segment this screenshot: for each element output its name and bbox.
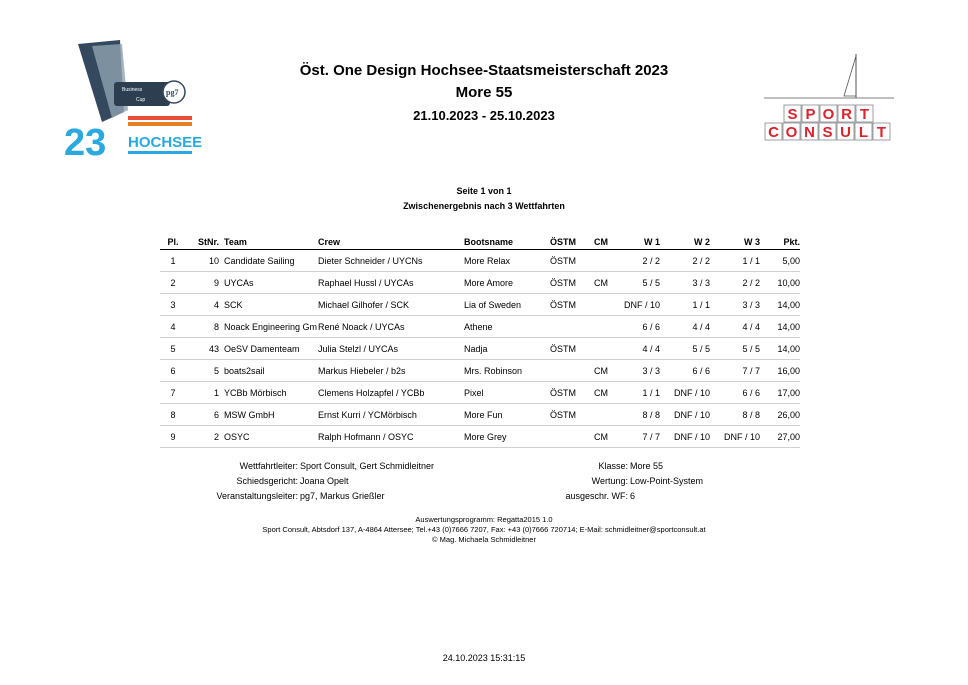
badge-text: Cup bbox=[136, 97, 146, 103]
cell-w1: 5 / 5 bbox=[620, 272, 660, 294]
cell-pkt: 10,00 bbox=[760, 272, 800, 294]
cell-w1: DNF / 10 bbox=[620, 294, 660, 316]
label-veranstaltungsleiter: Veranstaltungsleiter: bbox=[216, 491, 298, 501]
cell-pl: 7 bbox=[160, 382, 186, 404]
footer-contact: Sport Consult, Abtsdorf 137, A-4864 Attersee; Tel.+43 (0)7666 7207, Fax: +43 (0)7666 720714; E-Mail: schmidleitner@sportconsult.at bbox=[262, 525, 706, 534]
col-header-w3: W 3 bbox=[710, 235, 760, 250]
cell-team: Noack Engineering Gm bbox=[219, 316, 318, 338]
cell-pl: 4 bbox=[160, 316, 186, 338]
cell-w3: 8 / 8 bbox=[710, 404, 760, 426]
col-header-team: Team bbox=[219, 235, 318, 250]
cell-bootsname: More Grey bbox=[464, 426, 550, 448]
cell-ostm: ÖSTM bbox=[550, 382, 594, 404]
table-row bbox=[160, 360, 800, 382]
cell-stnr: 9 bbox=[186, 272, 219, 294]
badge-text: Business bbox=[122, 87, 143, 93]
cell-cm bbox=[594, 404, 620, 426]
cell-w3: 7 / 7 bbox=[710, 360, 760, 382]
cell-ostm: ÖSTM bbox=[550, 250, 594, 272]
logo-letter: U bbox=[840, 124, 851, 141]
cell-w1: 4 / 4 bbox=[620, 338, 660, 360]
cell-team: SCK bbox=[219, 294, 318, 316]
col-header-pl: Pl. bbox=[160, 235, 186, 250]
logo-letter: S bbox=[822, 124, 833, 141]
col-header-stnr: StNr. bbox=[186, 235, 219, 250]
print-timestamp: 24.10.2023 15:31:15 bbox=[442, 653, 526, 663]
cell-ostm bbox=[550, 316, 594, 338]
col-header-ostm: ÖSTM bbox=[550, 235, 594, 250]
cell-cm bbox=[594, 250, 620, 272]
cell-cm bbox=[594, 316, 620, 338]
footer-copyright: © Mag. Michaela Schmidleitner bbox=[432, 535, 536, 544]
cell-w3: 2 / 2 bbox=[710, 272, 760, 294]
cell-pl: 3 bbox=[160, 294, 186, 316]
value-ausgeschr-wf: 6 bbox=[630, 491, 636, 501]
cell-team: MSW GmbH bbox=[219, 404, 318, 426]
logo-letter: O bbox=[785, 124, 798, 141]
footer-program: Auswertungsprogramm: Regatta2015 1.0 bbox=[415, 515, 553, 524]
cell-w2: DNF / 10 bbox=[660, 404, 710, 426]
cell-ostm bbox=[550, 426, 594, 448]
cell-team: OSYC bbox=[219, 426, 318, 448]
table-row bbox=[160, 426, 800, 448]
cell-crew: Dieter Schneider / UYCNs bbox=[318, 250, 464, 272]
subtitle: Zwischenergebnis nach 3 Wettfahrten bbox=[403, 201, 565, 211]
cell-pkt: 27,00 bbox=[760, 426, 800, 448]
cell-team: YCBb Mörbisch bbox=[219, 382, 318, 404]
cell-w3: 6 / 6 bbox=[710, 382, 760, 404]
sport-consult-logo bbox=[760, 52, 898, 144]
cell-bootsname: More Fun bbox=[464, 404, 550, 426]
logo-stripe bbox=[128, 151, 192, 154]
cell-w3: DNF / 10 bbox=[710, 426, 760, 448]
cell-cm: CM bbox=[594, 426, 620, 448]
cell-pl: 9 bbox=[160, 426, 186, 448]
cell-cm: CM bbox=[594, 272, 620, 294]
cell-crew: Ralph Hofmann / OSYC bbox=[318, 426, 464, 448]
cell-pkt: 16,00 bbox=[760, 360, 800, 382]
cell-crew: René Noack / UYCAs bbox=[318, 316, 464, 338]
cell-team: UYCAs bbox=[219, 272, 318, 294]
table-row bbox=[160, 272, 800, 294]
cell-stnr: 43 bbox=[186, 338, 219, 360]
cell-w3: 4 / 4 bbox=[710, 316, 760, 338]
col-header-bootsname: Bootsname bbox=[464, 235, 550, 250]
cell-crew: Ernst Kurri / YCMörbisch bbox=[318, 404, 464, 426]
cell-pl: 8 bbox=[160, 404, 186, 426]
cell-ostm: ÖSTM bbox=[550, 294, 594, 316]
table-row bbox=[160, 338, 800, 360]
col-header-pkt: Pkt. bbox=[760, 235, 800, 250]
cell-pkt: 14,00 bbox=[760, 316, 800, 338]
cell-stnr: 2 bbox=[186, 426, 219, 448]
cell-w1: 8 / 8 bbox=[620, 404, 660, 426]
cell-w2: 5 / 5 bbox=[660, 338, 710, 360]
logo-letter: T bbox=[876, 124, 887, 141]
cell-pkt: 26,00 bbox=[760, 404, 800, 426]
cell-crew: Clemens Holzapfel / YCBb bbox=[318, 382, 464, 404]
logo-letter: O bbox=[822, 106, 835, 123]
cell-w2: DNF / 10 bbox=[660, 426, 710, 448]
page-title: Öst. One Design Hochsee-Staatsmeisterschaft 2023 bbox=[299, 62, 669, 79]
cell-team: boats2sail bbox=[219, 360, 318, 382]
cell-stnr: 1 bbox=[186, 382, 219, 404]
cell-team: Candidate Sailing bbox=[219, 250, 318, 272]
cell-pl: 5 bbox=[160, 338, 186, 360]
event-dates: 21.10.2023 - 25.10.2023 bbox=[413, 108, 555, 123]
cell-w1: 3 / 3 bbox=[620, 360, 660, 382]
cell-stnr: 5 bbox=[186, 360, 219, 382]
logo-word-sport bbox=[784, 105, 873, 123]
cell-w3: 5 / 5 bbox=[710, 338, 760, 360]
cell-cm: CM bbox=[594, 382, 620, 404]
cell-pkt: 14,00 bbox=[760, 338, 800, 360]
cell-pkt: 14,00 bbox=[760, 294, 800, 316]
cell-team: OeSV Damenteam bbox=[219, 338, 318, 360]
cell-pl: 6 bbox=[160, 360, 186, 382]
table-row bbox=[160, 382, 800, 404]
header-row bbox=[160, 235, 800, 250]
logo-letter: T bbox=[859, 106, 870, 123]
value-wettfahrtleiter: Sport Consult, Gert Schmidleitner bbox=[300, 461, 435, 471]
col-header-w2: W 2 bbox=[660, 235, 710, 250]
col-header-crew: Crew bbox=[318, 235, 464, 250]
cell-cm: CM bbox=[594, 360, 620, 382]
value-schiedsgericht: Joana Opelt bbox=[300, 476, 349, 486]
cell-w2: 6 / 6 bbox=[660, 360, 710, 382]
results-table bbox=[160, 235, 800, 448]
cell-w3: 1 / 1 bbox=[710, 250, 760, 272]
sail-outline bbox=[844, 56, 856, 96]
label-klasse: Klasse: bbox=[598, 461, 628, 471]
cell-cm bbox=[594, 338, 620, 360]
cell-w2: 1 / 1 bbox=[660, 294, 710, 316]
cell-w2: DNF / 10 bbox=[660, 382, 710, 404]
table-row bbox=[160, 250, 800, 272]
col-header-cm: CM bbox=[594, 235, 620, 250]
cell-crew: Markus Hiebeler / b2s bbox=[318, 360, 464, 382]
cell-bootsname: More Relax bbox=[464, 250, 550, 272]
cell-ostm: ÖSTM bbox=[550, 338, 594, 360]
label-schiedsgericht: Schiedsgericht: bbox=[236, 476, 298, 486]
logo-letter: L bbox=[858, 124, 869, 141]
label-wettfahrtleiter: Wettfahrtleiter: bbox=[239, 461, 298, 471]
logo-number: 23 bbox=[64, 122, 107, 160]
cell-bootsname: Nadja bbox=[464, 338, 550, 360]
label-ausgeschr-wf: ausgeschr. WF: bbox=[565, 491, 628, 501]
pg7-text: pg7 bbox=[166, 88, 179, 97]
cell-w2: 3 / 3 bbox=[660, 272, 710, 294]
cell-crew: Julia Stelzl / UYCAs bbox=[318, 338, 464, 360]
table-row bbox=[160, 316, 800, 338]
value-veranstaltungsleiter: pg7, Markus Grießler bbox=[300, 491, 385, 501]
cell-bootsname: Lia of Sweden bbox=[464, 294, 550, 316]
cell-bootsname: Athene bbox=[464, 316, 550, 338]
value-klasse: More 55 bbox=[630, 461, 664, 471]
table-row bbox=[160, 404, 800, 426]
logo-letter: R bbox=[841, 106, 852, 123]
table-row bbox=[160, 294, 800, 316]
logo-word: HOCHSEE bbox=[128, 134, 202, 151]
class-title: More 55 bbox=[455, 84, 513, 101]
cell-stnr: 4 bbox=[186, 294, 219, 316]
cell-w3: 3 / 3 bbox=[710, 294, 760, 316]
cell-w1: 7 / 7 bbox=[620, 426, 660, 448]
cell-bootsname: Pixel bbox=[464, 382, 550, 404]
label-wertung: Wertung: bbox=[591, 476, 628, 486]
cell-w1: 1 / 1 bbox=[620, 382, 660, 404]
cell-bootsname: Mrs. Robinson bbox=[464, 360, 550, 382]
logo-word-consult bbox=[765, 123, 890, 141]
cell-crew: Michael Gilhofer / SCK bbox=[318, 294, 464, 316]
cell-ostm: ÖSTM bbox=[550, 404, 594, 426]
cell-w2: 4 / 4 bbox=[660, 316, 710, 338]
cell-w1: 2 / 2 bbox=[620, 250, 660, 272]
value-wertung: Low-Point-System bbox=[630, 476, 704, 486]
logo-letter: N bbox=[804, 124, 815, 141]
cell-crew: Raphael Hussl / UYCAs bbox=[318, 272, 464, 294]
cell-stnr: 8 bbox=[186, 316, 219, 338]
cell-w1: 6 / 6 bbox=[620, 316, 660, 338]
cell-bootsname: More Amore bbox=[464, 272, 550, 294]
col-header-w1: W 1 bbox=[620, 235, 660, 250]
cell-pkt: 17,00 bbox=[760, 382, 800, 404]
cell-ostm bbox=[550, 360, 594, 382]
logo-letter: S bbox=[787, 106, 798, 123]
cell-w2: 2 / 2 bbox=[660, 250, 710, 272]
cell-ostm: ÖSTM bbox=[550, 272, 594, 294]
cell-pl: 1 bbox=[160, 250, 186, 272]
page-info: Seite 1 von 1 bbox=[456, 186, 512, 196]
cell-stnr: 10 bbox=[186, 250, 219, 272]
logo-letter: C bbox=[768, 124, 779, 141]
cell-stnr: 6 bbox=[186, 404, 219, 426]
cell-cm bbox=[594, 294, 620, 316]
logo-letter: P bbox=[805, 106, 816, 123]
cell-pl: 2 bbox=[160, 272, 186, 294]
cell-pkt: 5,00 bbox=[760, 250, 800, 272]
